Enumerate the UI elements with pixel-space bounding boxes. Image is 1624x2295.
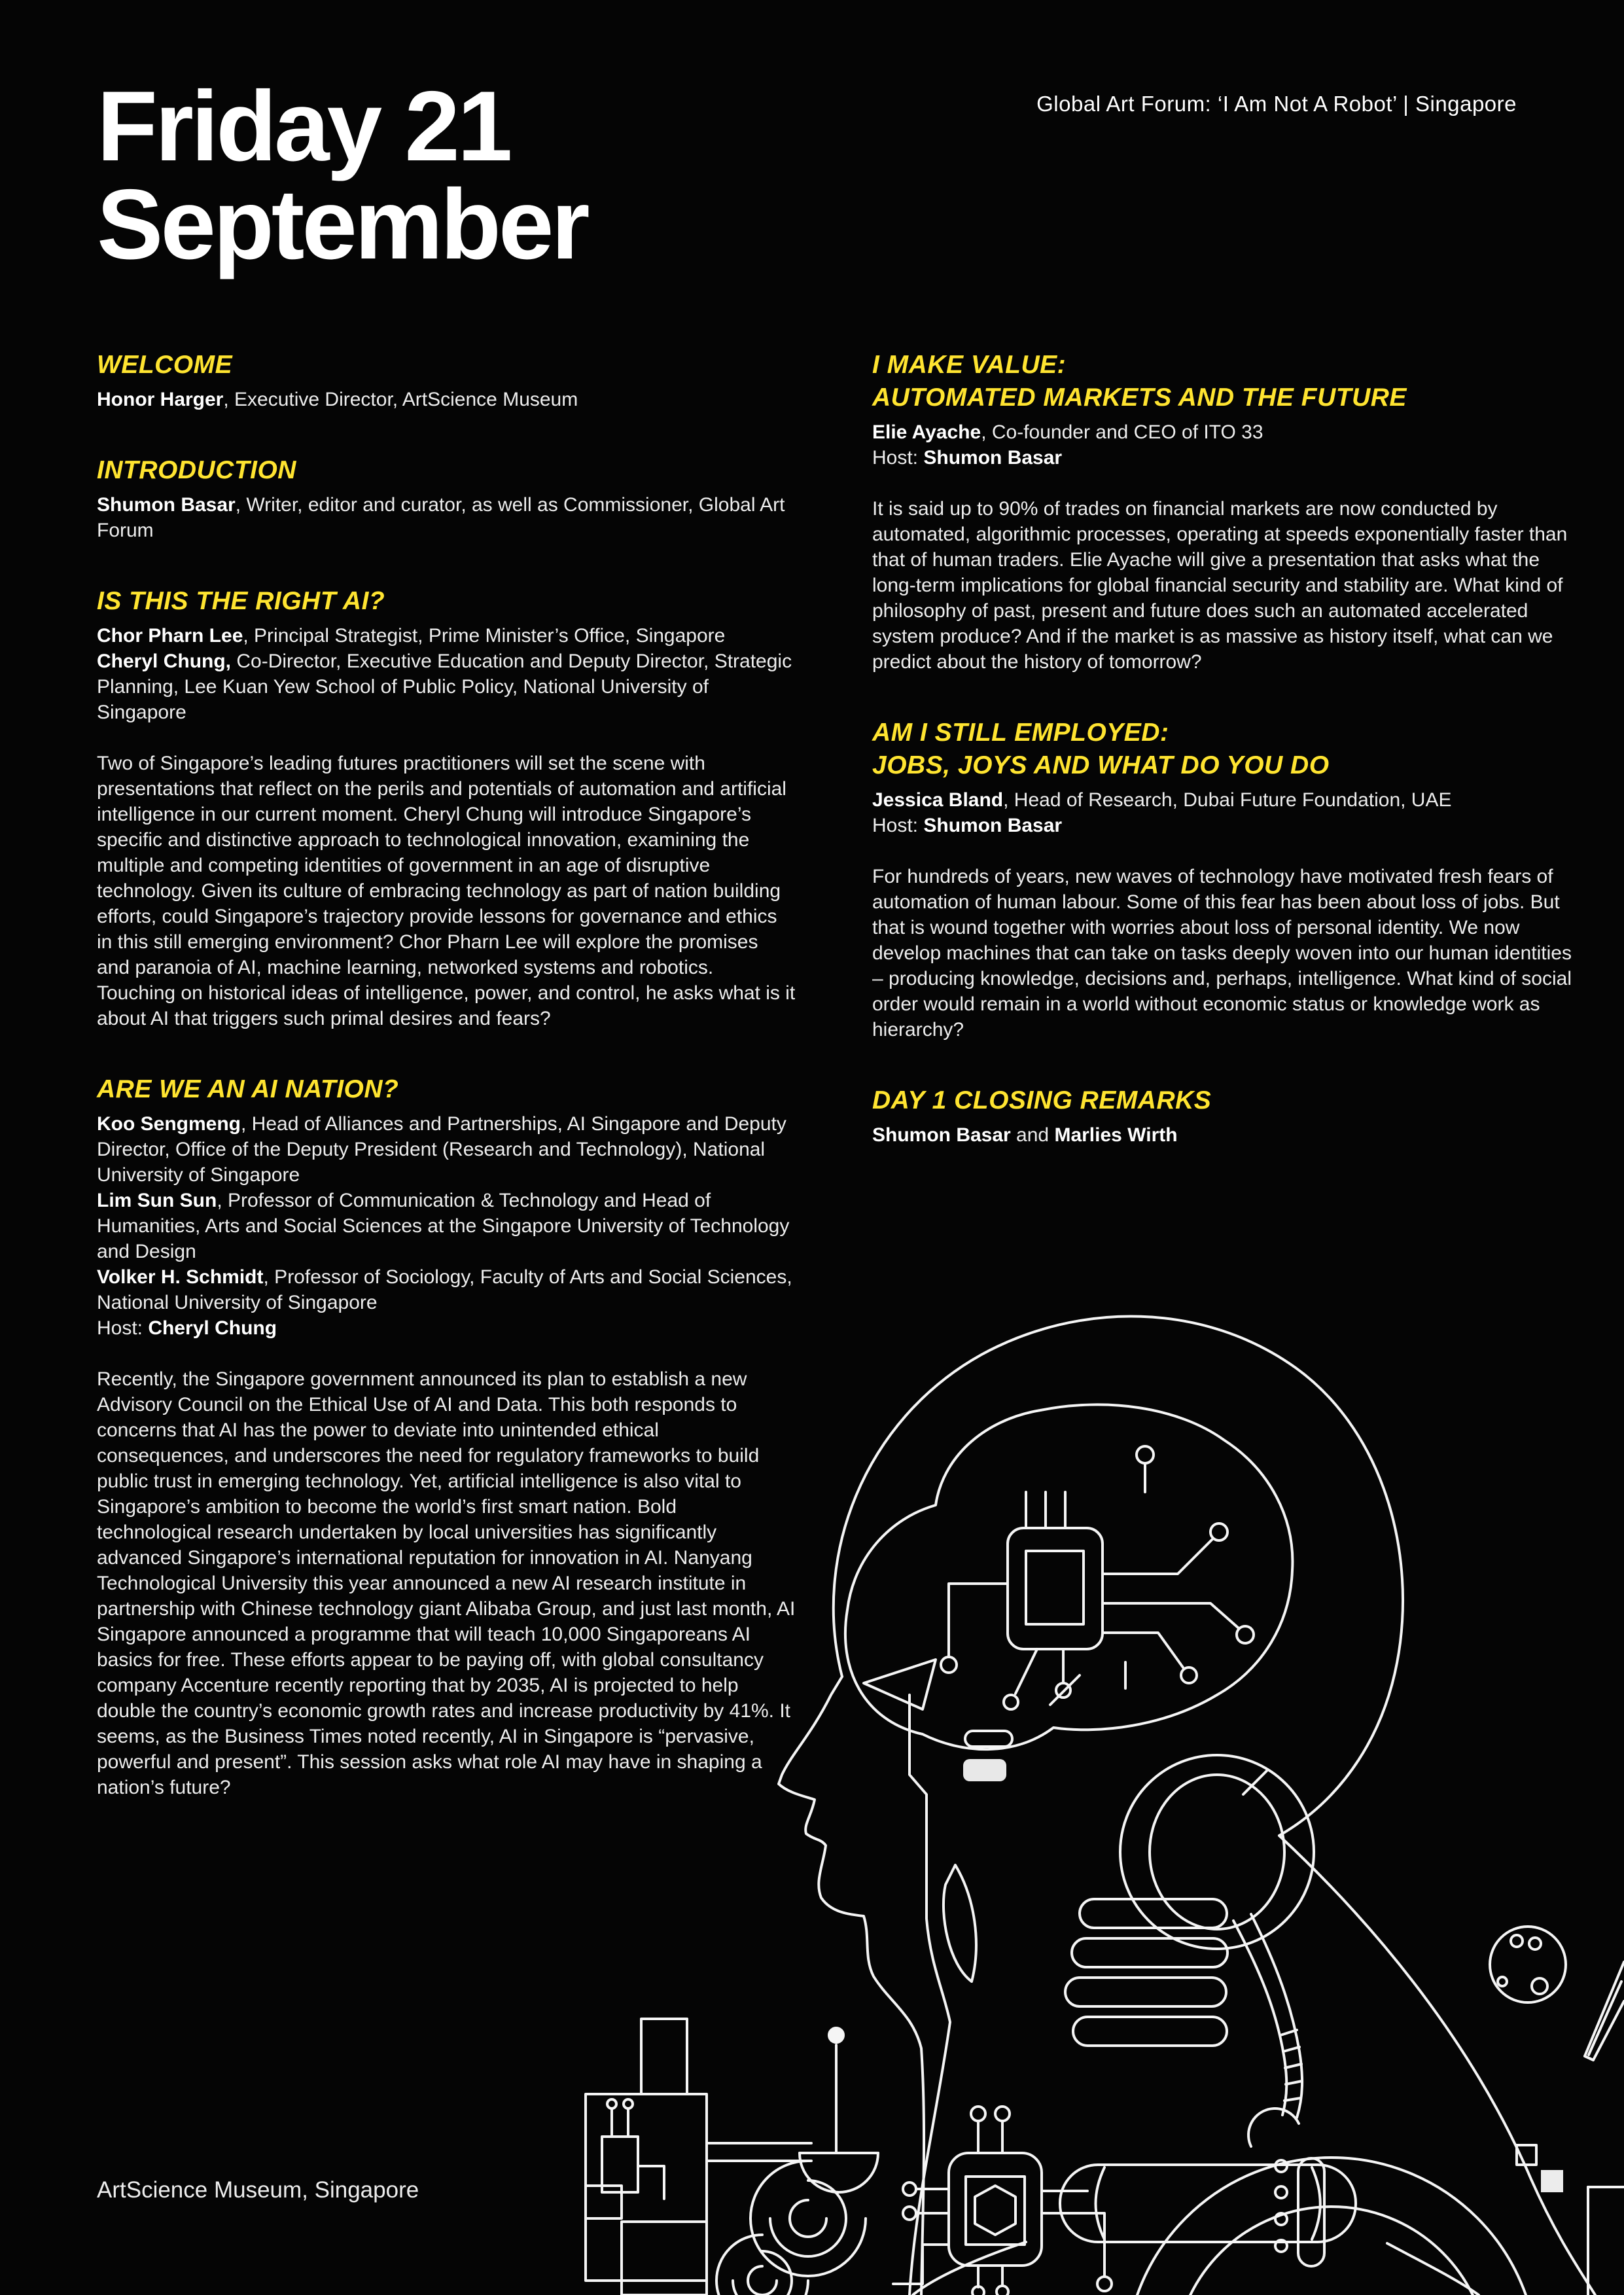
- session-title-line: I MAKE VALUE:: [872, 351, 1067, 379]
- host-name: Shumon Basar: [923, 447, 1063, 469]
- session-title: [97, 585, 796, 618]
- speaker-name: Chor Pharn Lee: [97, 625, 243, 647]
- speaker-role: , Professor of Communication & Technology and Head of Humanities, Arts and Social Sciences at the Singapore University of Technology and Design: [97, 1190, 790, 1262]
- speaker-name: Volker H. Schmidt: [97, 1266, 264, 1288]
- names-separator: and: [1010, 1124, 1055, 1146]
- page-title-line-2: September: [97, 169, 588, 280]
- speaker-role: , Head of Research, Dubai Future Foundation, UAE: [1003, 789, 1452, 811]
- closing-names: [872, 1122, 1578, 1148]
- mic-boom: [1233, 1914, 1302, 2146]
- speaker-line: [872, 419, 1578, 445]
- speaker-role: , Head of Alliances and Partnerships, AI Singapore and Deputy Director, Office of the Deputy President (Research and Technology), National University of Singapore: [97, 1113, 786, 1186]
- host-label: Host:: [872, 815, 919, 836]
- session-description: It is said up to 90% of trades on financial markets are now conducted by automated, algorithmic processes, operating at speeds exponentially faster than that of human traders. Elie Ayache will give a presentation that asks what the long-term implications for global financial security and stability are. What kind of philosophy of past, present and future does such an automated accelerated system produce? And if the market is as massive as history itself, what can we predict about the history of tomorrow?: [872, 498, 1568, 673]
- venue-label: ArtScience Museum, Singapore: [97, 2177, 419, 2203]
- session-description: For hundreds of years, new waves of technology have motivated fresh fears of automation of human labour. Some of this fear has been about loss of jobs. But that is wound together with worries about loss of personal identity. We now develop machines that can take on tasks deeply woven into our human identities – producing knowledge, decisions and, perhaps, intelligence. What kind of social order would remain in a world without economic status or knowledge work as hierarchy?: [872, 866, 1572, 1041]
- deco-squares: [1517, 2145, 1563, 2192]
- speaker-name: Marlies Wirth: [1054, 1124, 1178, 1146]
- session-title-line: JOBS, JOYS AND WHAT DO YOU DO: [872, 751, 1330, 779]
- session-title: [97, 454, 796, 487]
- session-title: [872, 349, 1578, 414]
- hex-chip: [893, 2107, 1112, 2295]
- right-column: [872, 349, 1578, 1190]
- speaker-name: Honor Harger: [97, 389, 224, 410]
- skull: [834, 1317, 1403, 1836]
- session: [97, 454, 796, 543]
- speaker-role: , Co-founder and CEO of ITO 33: [981, 421, 1263, 443]
- speaker-name: Koo Sengmeng: [97, 1113, 241, 1135]
- session-title: [97, 349, 796, 382]
- coil-springs: [716, 2161, 866, 2295]
- holed-ball: [1490, 1927, 1566, 2002]
- chest-dial: [1125, 2158, 1538, 2295]
- speaker-line: [97, 623, 796, 649]
- speaker-line: [97, 1188, 796, 1264]
- speaker-role: , Writer, editor and curator, as well as Commissioner, Global Art Forum: [97, 494, 785, 541]
- session-description: Two of Singapore’s leading futures practitioners will set the scene with presentations that reflect on the perils and potentials of automation and artificial intelligence in our current moment. Cheryl Chung will introduce Singapore’s specific and distinctive approach to technological innovation, examining the multiple and competing identities of government in an age of disruptive technology. Given its culture of embracing technology as part of nation building efforts, could Singapore’s trajectory provide lessons for governance and ethics in this still emerging environment? Chor Pharn Lee will explore the promises and paranoia of AI, machine learning, networked systems and robotics. Touching on historical ideas of intelligence, power, and control, he asks what is it about AI that triggers such primal desires and fears?: [97, 753, 796, 1029]
- speaker-name: Cheryl Chung,: [97, 650, 232, 672]
- corner-frame: [1588, 2187, 1624, 2295]
- speaker-name: Elie Ayache: [872, 421, 981, 443]
- speaker-name: Lim Sun Sun: [97, 1190, 217, 1211]
- session-title-line: WELCOME: [97, 351, 233, 379]
- host-label: Host:: [872, 447, 919, 469]
- speaker-role: , Executive Director, ArtScience Museum: [223, 389, 578, 410]
- speaker-role: Co-Director, Executive Education and Deputy Director, Strategic Planning, Lee Kuan Yew School of Public Policy, National University of Singapore: [97, 650, 792, 723]
- session: [97, 349, 796, 412]
- speaker-line: [97, 649, 796, 725]
- speaker-role: , Principal Strategist, Prime Minister’s Office, Singapore: [243, 625, 726, 647]
- session-description: Recently, the Singapore government announced its plan to establish a new Advisory Council on the Ethical Use of AI and Data. This both responds to concerns that AI has the power to deviate into unintended ethical consequences, and underscores the need for regulatory frameworks to build public trust in emerging technology. Yet, artificial intelligence is also vital to Singapore’s ambition to become the world’s first smart nation. Bold technological research undertaken by local universities has significantly advanced Singapore’s international reputation for innovation in AI. Nanyang Technological University this year announced a new AI research institute in partnership with Chinese technology giant Alibaba Group, and just last month, AI Singapore announced a programme that will teach 10,000 Singaporeans AI basics for free. These efforts appear to be paying off, with global consultancy company Accenture recently reporting that by 2035, AI is projected to help double the country’s economic growth rates and increase productivity by 41%. It seems, as the Business Times noted recently, AI in Singapore is “pervasive, powerful and present”. This session asks what role AI may have in shaping a nation’s future?: [97, 1368, 796, 1798]
- session: [872, 1084, 1578, 1148]
- session-title-line: ARE WE AN AI NATION?: [97, 1075, 399, 1103]
- page-title: [97, 71, 588, 280]
- session-title-line: INTRODUCTION: [97, 456, 296, 484]
- speaker-line: [97, 492, 796, 543]
- host-name: Shumon Basar: [923, 815, 1063, 836]
- host-name: Cheryl Chung: [148, 1317, 277, 1339]
- session-title-line: AUTOMATED MARKETS AND THE FUTURE: [872, 383, 1407, 412]
- plotter-device: [586, 2019, 878, 2295]
- speaker-name: Jessica Bland: [872, 789, 1004, 811]
- speaker-role: , Professor of Sociology, Faculty of Arts and Social Sciences, National University of Singapore: [97, 1266, 792, 1313]
- speaker-line: [872, 787, 1578, 813]
- event-tag: Global Art Forum: ‘I Am Not A Robot’ | Singapore: [1036, 92, 1517, 116]
- session-title: [872, 1084, 1578, 1117]
- speaker-name: Shumon Basar: [872, 1124, 1011, 1146]
- pencil: [1585, 1962, 1624, 2060]
- session: [872, 349, 1578, 675]
- speaker-line: [97, 387, 796, 412]
- face-profile: [779, 1660, 1080, 2295]
- host-line: [872, 813, 1578, 838]
- session-title-line: DAY 1 CLOSING REMARKS: [872, 1086, 1212, 1114]
- session-title: [97, 1073, 796, 1106]
- page-title-line-1: Friday 21: [97, 71, 510, 182]
- host-label: Host:: [97, 1317, 143, 1339]
- session-title-line: IS THIS THE RIGHT AI?: [97, 587, 385, 615]
- speaker-line: [97, 1111, 796, 1188]
- session-title-line: AM I STILL EMPLOYED:: [872, 719, 1169, 747]
- session: [97, 585, 796, 1031]
- neck-segments: [1065, 1899, 1227, 2046]
- robot-head-illustration: [556, 1276, 1624, 2295]
- session: [872, 717, 1578, 1042]
- session-title: [872, 717, 1578, 782]
- host-line: [872, 445, 1578, 471]
- brain-chip: [941, 1446, 1254, 1709]
- circuit-brain: [845, 1404, 1293, 1749]
- headphone-ear: [1120, 1755, 1314, 1949]
- speaker-name: Shumon Basar: [97, 494, 236, 516]
